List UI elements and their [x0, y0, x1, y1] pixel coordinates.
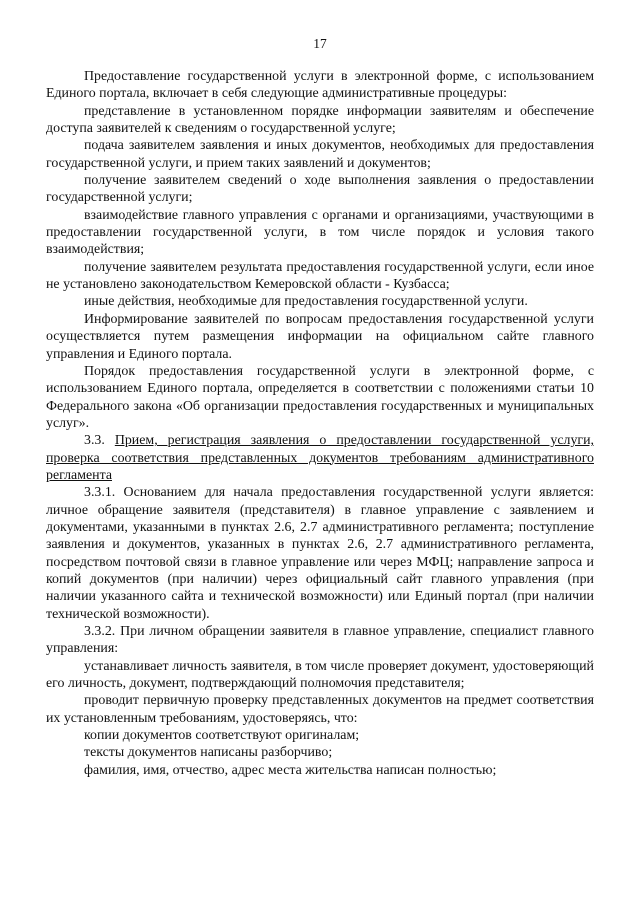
- list-item-information: представление в установленном порядке информации заявителям и обеспечение доступа заявителей к сведениям о государственной услуге;: [46, 103, 594, 137]
- section-heading: [46, 432, 594, 484]
- list-item-legible: тексты документов написаны разборчиво;: [84, 745, 333, 761]
- list-item-primary-check: проводит первичную проверку представленных документов на предмет соответствия их установленным требованиям, удостоверяясь, что:: [46, 693, 594, 726]
- list-item-status: получение заявителем сведений о ходе выполнения заявления о предоставлении государственной услуги;: [46, 173, 594, 206]
- section-title: Прием, регистрация заявления о предоставлении государственной услуги, проверка соответствия представленных документов требованиям административного регламента: [46, 433, 594, 483]
- section-number: 3.3.: [84, 433, 115, 449]
- list-item-result: получение заявителем результата предоставления государственной услуги, если иное не установлено законодательством Кемеровской области - Кузбасса;: [46, 259, 594, 293]
- list-item-interaction: взаимодействие главного управления с органами и организациями, участвующими в предоставлении государственной услуги, в том числе порядок и условия такого взаимодействия;: [46, 207, 594, 258]
- paragraph-3-3-1: 3.3.1. Основанием для начала предоставления государственной услуги является: личное обращение заявителя (представителя) в главное управление с заявлением и документами, указанными в пунктах 2.6, 2.7 административного регламента; поступление заявления и документов, указанных в пунктах 2.6, 2.7 административного регламента, посредством почтовой связи в главное управление или через МФЦ; направление запроса и копий документов (при наличии) через официальный сайт главного управления (при наличии указанного сайта и технической возможности) или Единый портал (при наличии технической возможности).: [46, 485, 594, 622]
- list-item-other-actions: иные действия, необходимые для предоставления государственной услуги.: [84, 294, 528, 310]
- paragraph-procedure: Порядок предоставления государственной услуги в электронной форме, с использованием Единого портала, определяется в соответствии с положениями статьи 10 Федерального закона «Об организации предоставления государственных и муниципальных услуг».: [46, 363, 594, 431]
- page-number: 17: [313, 36, 327, 51]
- list-item-copies: копии документов соответствуют оригиналам;: [84, 728, 360, 744]
- list-item-full-name: фамилия, имя, отчество, адрес места жительства написан полностью;: [84, 762, 497, 778]
- paragraph-3-3-2: 3.3.2. При личном обращении заявителя в главное управление, специалист главного управления:: [46, 624, 594, 657]
- paragraph-electronic-form: Предоставление государственной услуги в электронной форме, с использованием Единого портала, включает в себя следующие административные процедуры:: [46, 69, 594, 102]
- list-item-identity: устанавливает личность заявителя, в том числе проверяет документ, удостоверяющий его личность, документ, подтверждающий полномочия представителя;: [46, 658, 594, 692]
- list-item-submission: подача заявителем заявления и иных документов, необходимых для предоставления государственной услуги, и прием таких заявлений и документов;: [46, 138, 594, 171]
- paragraph-informing: Информирование заявителей по вопросам предоставления государственной услуги осуществляется путем размещения информации на официальном сайте главного управления и Единого портала.: [46, 311, 594, 362]
